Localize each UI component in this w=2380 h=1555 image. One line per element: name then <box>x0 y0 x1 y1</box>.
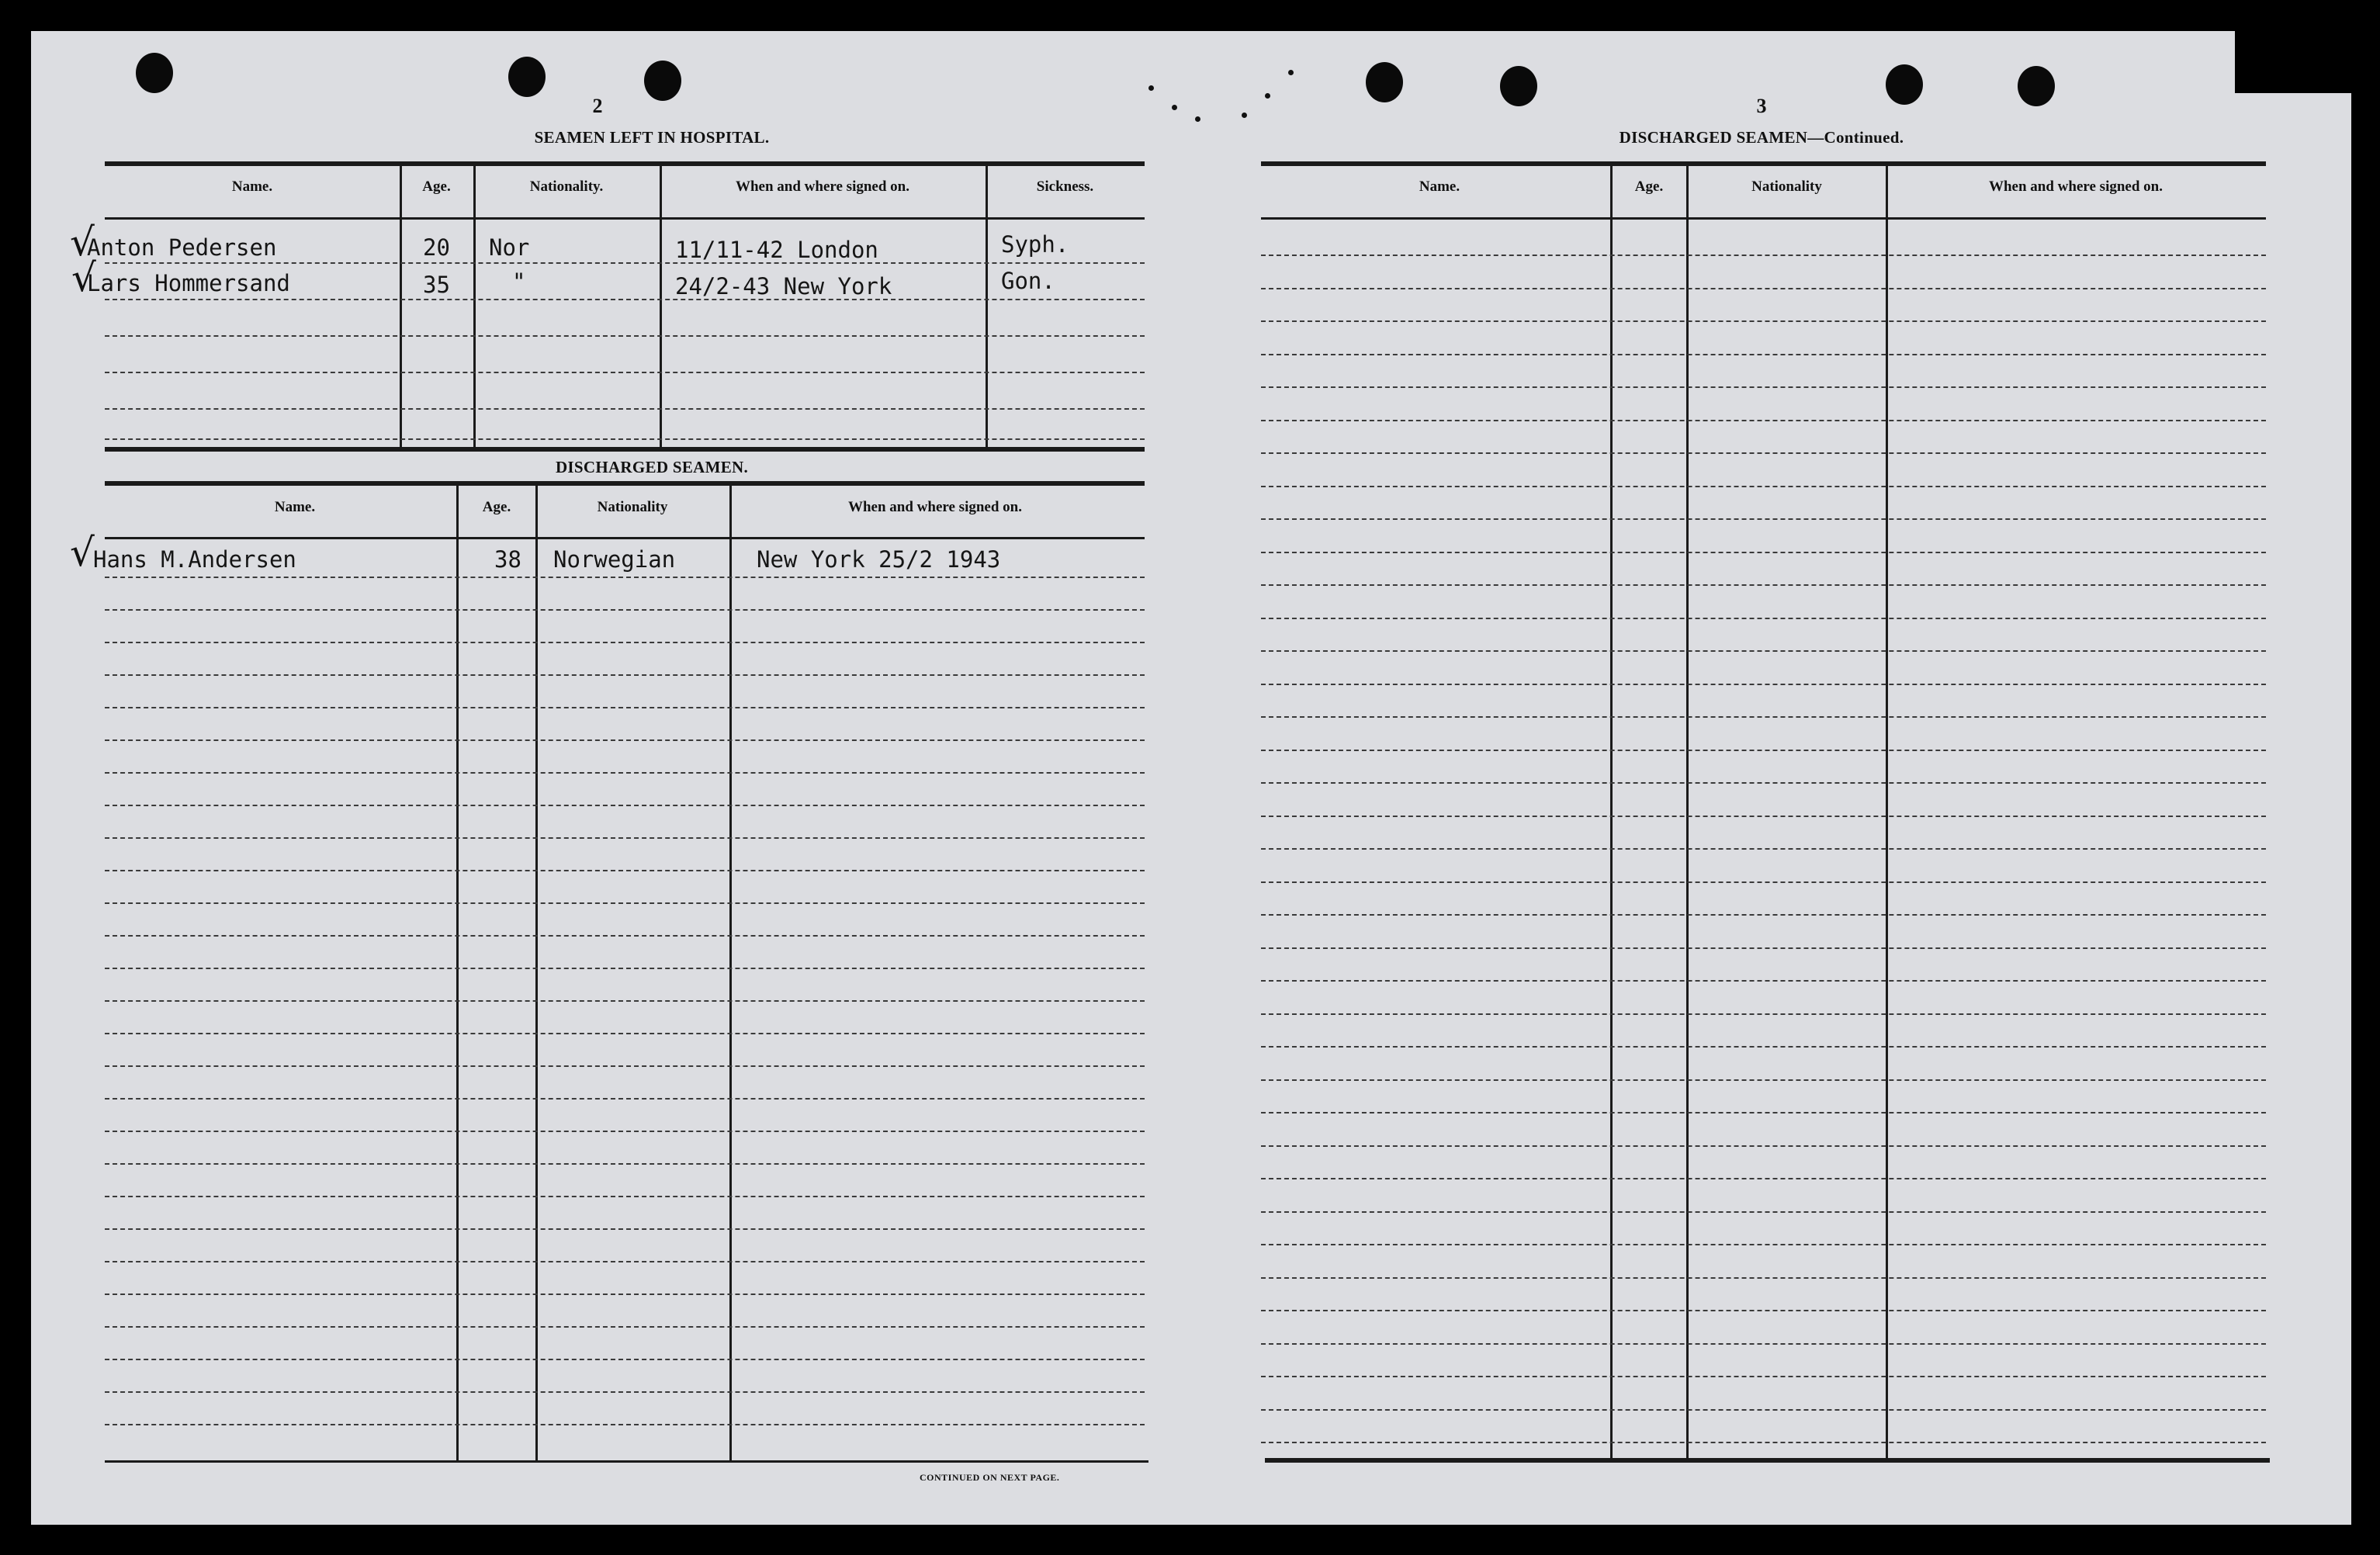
discharged-col-divider <box>535 485 538 1463</box>
row-guide <box>105 1065 1145 1067</box>
hospital-header-signed-on: When and where signed on. <box>735 178 909 195</box>
row-guide <box>105 408 1145 410</box>
row-guide <box>105 837 1145 839</box>
discharged-row-1-name: Hans M.Andersen <box>93 546 296 573</box>
row-guide <box>1261 1376 2266 1377</box>
row-guide <box>105 772 1145 774</box>
row-guide <box>105 642 1145 643</box>
discharged-header-nationality: Nationality <box>597 499 668 515</box>
row-guide <box>105 1131 1145 1132</box>
row-guide <box>105 805 1145 806</box>
row-guide <box>1261 320 2266 322</box>
row-guide <box>105 577 1145 578</box>
row-guide <box>1261 1310 2266 1311</box>
row-guide <box>1261 716 2266 718</box>
hospital-top-rule <box>105 161 1145 166</box>
row-guide <box>105 1326 1145 1328</box>
row-guide <box>105 935 1145 937</box>
row-guide <box>1261 1145 2266 1147</box>
right-header-age: Age. <box>1634 178 1664 195</box>
hospital-header-sickness: Sickness. <box>1036 178 1094 195</box>
punch-hole <box>1366 62 1403 102</box>
discharged-header-age: Age. <box>482 499 511 515</box>
row-guide <box>1261 288 2266 289</box>
row-guide <box>105 739 1145 741</box>
discharged-section-title: DISCHARGED SEAMEN. <box>555 458 749 476</box>
speck <box>1148 85 1154 91</box>
row-guide <box>105 707 1145 708</box>
row-guide <box>1261 816 2266 817</box>
punch-hole <box>136 53 173 93</box>
speck <box>1172 105 1177 110</box>
row-guide <box>1261 420 2266 421</box>
discharged-row-1-signed-on: New York 25/2 1943 <box>757 546 1001 573</box>
row-guide <box>1261 1211 2266 1213</box>
row-guide <box>105 299 1145 300</box>
row-guide <box>1261 684 2266 685</box>
row-guide <box>1261 1046 2266 1048</box>
hospital-section-title: SEAMEN LEFT IN HOSPITAL. <box>534 128 770 147</box>
punch-hole <box>508 57 546 97</box>
discharged-top-rule <box>105 481 1145 486</box>
row-guide <box>1261 518 2266 520</box>
row-guide <box>105 262 1145 264</box>
hospital-bottom-rule <box>105 447 1145 452</box>
scan-corner <box>2235 31 2351 93</box>
row-guide <box>1261 848 2266 850</box>
hospital-col-divider <box>986 165 988 450</box>
row-guide <box>105 1196 1145 1197</box>
row-guide <box>1261 1244 2266 1245</box>
row-guide <box>1261 782 2266 784</box>
row-guide <box>105 1163 1145 1165</box>
row-guide <box>1261 1013 2266 1015</box>
hospital-header-rule <box>105 217 1145 220</box>
check-mark: √ <box>70 220 95 265</box>
page-number-left: 2 <box>592 95 603 117</box>
right-section-title: DISCHARGED SEAMEN—Continued. <box>1619 128 1904 147</box>
row-guide <box>1261 552 2266 553</box>
right-col-divider <box>1610 165 1613 1460</box>
row-guide <box>105 870 1145 871</box>
row-guide <box>1261 1277 2266 1279</box>
hospital-col-divider <box>400 165 402 450</box>
hospital-header-name: Name. <box>231 178 273 195</box>
hospital-row-2-nationality: " <box>512 268 526 295</box>
row-guide <box>105 372 1145 373</box>
row-guide <box>105 1098 1145 1100</box>
row-guide <box>105 902 1145 904</box>
row-guide <box>105 1033 1145 1034</box>
discharged-header-name: Name. <box>274 499 316 515</box>
row-guide <box>1261 486 2266 487</box>
row-guide <box>1261 1409 2266 1411</box>
row-guide <box>105 1424 1145 1425</box>
row-guide <box>1261 914 2266 916</box>
row-guide <box>105 1261 1145 1262</box>
right-col-divider <box>1886 165 1888 1460</box>
punch-hole <box>1500 66 1537 106</box>
hospital-row-1-age: 20 <box>423 234 450 261</box>
speck <box>1265 93 1270 99</box>
row-guide <box>1261 750 2266 751</box>
hospital-row-2-sickness: Gon. <box>1001 268 1055 294</box>
punch-hole <box>2018 66 2055 106</box>
discharged-row-1-nationality: Norwegian <box>553 546 676 573</box>
right-bottom-rule <box>1265 1458 2270 1463</box>
check-mark: √ <box>71 255 96 300</box>
hospital-row-2-name: Lars Hommersand <box>87 270 290 296</box>
row-guide <box>1261 584 2266 586</box>
row-guide <box>105 968 1145 969</box>
speck <box>1242 113 1247 118</box>
check-mark: √ <box>70 530 95 575</box>
row-guide <box>1261 947 2266 949</box>
row-guide <box>1261 452 2266 454</box>
row-guide <box>105 1228 1145 1230</box>
punch-hole <box>644 61 681 101</box>
continued-note: CONTINUED ON NEXT PAGE. <box>920 1472 1060 1483</box>
row-guide <box>105 438 1145 440</box>
row-guide <box>105 1294 1145 1295</box>
speck <box>1195 116 1200 122</box>
discharged-row-1-age: 38 <box>494 546 521 573</box>
row-guide <box>1261 980 2266 982</box>
row-guide <box>1261 650 2266 652</box>
row-guide <box>105 1391 1145 1393</box>
hospital-row-2-signed-on: 24/2-43 New York <box>675 273 892 300</box>
row-guide <box>1261 386 2266 388</box>
right-header-name: Name. <box>1419 178 1460 195</box>
discharged-bottom-rule <box>105 1460 1148 1463</box>
discharged-header-signed-on: When and where signed on. <box>847 499 1022 515</box>
row-guide <box>1261 1112 2266 1113</box>
discharged-col-divider <box>729 485 732 1463</box>
right-header-nationality: Nationality <box>1751 178 1822 195</box>
hospital-header-age: Age. <box>422 178 451 195</box>
hospital-header-nationality: Nationality. <box>529 178 604 195</box>
row-guide <box>1261 1442 2266 1443</box>
right-top-rule <box>1261 161 2266 166</box>
row-guide <box>1261 1343 2266 1345</box>
hospital-row-1-sickness: Syph. <box>1001 231 1069 258</box>
right-header-rule <box>1261 217 2266 220</box>
row-guide <box>1261 618 2266 619</box>
row-guide <box>105 335 1145 337</box>
row-guide <box>1261 881 2266 883</box>
punch-hole <box>1886 64 1923 105</box>
hospital-col-divider <box>473 165 476 450</box>
row-guide <box>1261 1178 2266 1179</box>
right-col-divider <box>1686 165 1689 1460</box>
row-guide <box>1261 354 2266 355</box>
row-guide <box>1261 255 2266 256</box>
document-scan <box>31 31 2351 1525</box>
row-guide <box>105 1359 1145 1360</box>
hospital-row-1-signed-on: 11/11-42 London <box>675 237 878 263</box>
speck <box>1288 70 1294 75</box>
row-guide <box>105 1000 1145 1002</box>
row-guide <box>1261 1079 2266 1081</box>
page-number-right: 3 <box>1756 95 1767 117</box>
hospital-row-1-name: Anton Pedersen <box>87 234 277 261</box>
right-header-signed-on: When and where signed on. <box>1988 178 2163 195</box>
row-guide <box>105 674 1145 676</box>
hospital-col-divider <box>660 165 662 450</box>
discharged-header-rule <box>105 537 1145 539</box>
row-guide <box>105 609 1145 611</box>
hospital-row-2-age: 35 <box>423 272 450 298</box>
hospital-row-1-nationality: Nor <box>489 234 530 261</box>
discharged-col-divider <box>456 485 459 1463</box>
